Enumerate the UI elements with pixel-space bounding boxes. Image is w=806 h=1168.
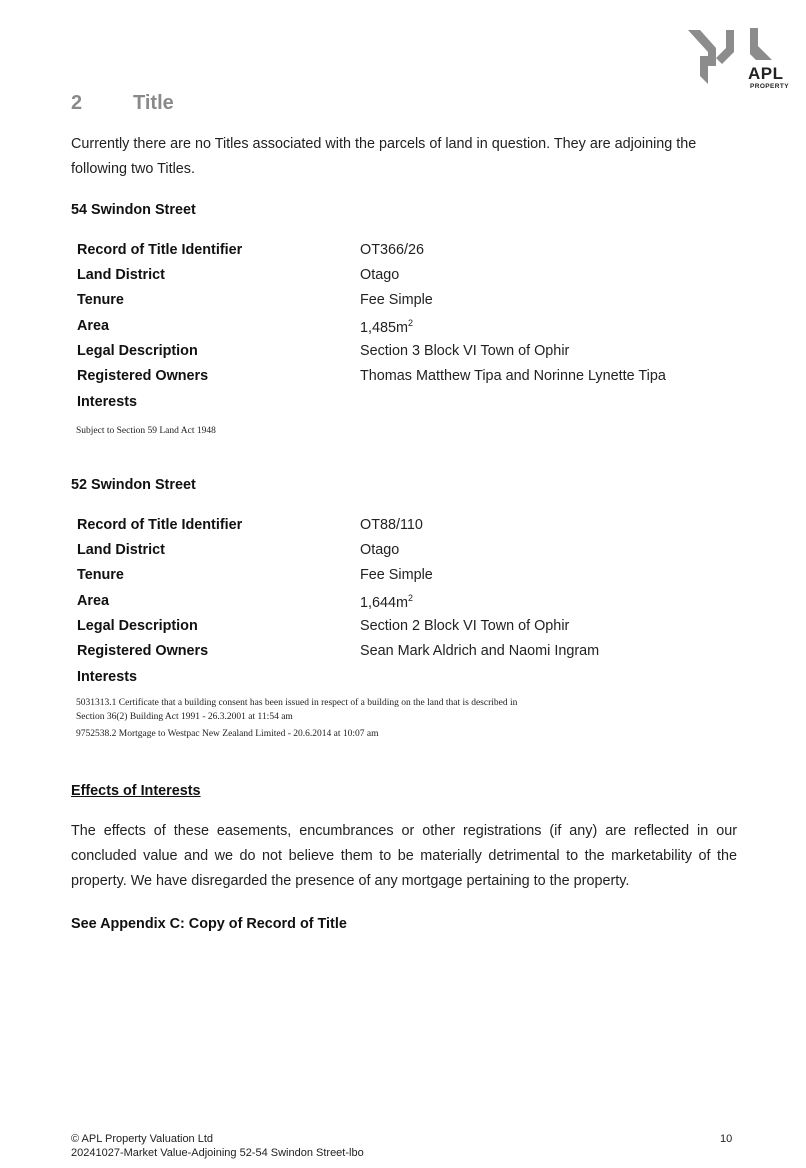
apl-logo	[686, 26, 790, 94]
page-number: 10	[720, 1133, 733, 1145]
label-registered-owners: Registered Owners	[77, 368, 209, 384]
intro-paragraph: Currently there are no Titles associated with the parcels of land in question. They are adjoining the following two Titles.	[71, 136, 697, 178]
value-registered-owners: Thomas Matthew Tipa and Norinne Lynette Tipa	[360, 368, 666, 384]
interests-line: Section 36(2) Building Act 1991 - 26.3.2001 at 11:54 am	[76, 712, 293, 722]
value-area	[360, 593, 413, 611]
logo-sub-text: PROPERTY	[750, 83, 789, 90]
footer-copyright: © APL Property Valuation Ltd	[71, 1133, 214, 1145]
value-land-district: Otago	[360, 542, 400, 558]
interests-line: 5031313.1 Certificate that a building consent has been issued in respect of a building on the land that is described in	[76, 698, 518, 708]
label-legal-description: Legal Description	[77, 618, 198, 634]
value-area	[360, 318, 413, 336]
label-registered-owners: Registered Owners	[77, 643, 209, 659]
area-superscript: 2	[408, 593, 414, 603]
label-record-id: Record of Title Identifier	[77, 517, 243, 533]
value-tenure: Fee Simple	[360, 567, 433, 583]
footer-filename: 20241027-Market Value-Adjoining 52-54 Swindon Street-lbo	[71, 1147, 364, 1159]
interests-line: Subject to Section 59 Land Act 1948	[76, 426, 216, 436]
area-superscript: 2	[408, 318, 414, 328]
value-registered-owners: Sean Mark Aldrich and Naomi Ingram	[360, 643, 600, 659]
value-tenure: Fee Simple	[360, 292, 433, 308]
logo-brand-text: APL	[748, 64, 784, 83]
label-record-id: Record of Title Identifier	[77, 242, 243, 258]
value-record-id: OT88/110	[360, 517, 423, 533]
effects-heading: Effects of Interests	[71, 783, 201, 799]
label-tenure: Tenure	[77, 567, 124, 583]
value-legal-description: Section 2 Block VI Town of Ophir	[360, 618, 570, 634]
section-number: 2	[71, 92, 83, 114]
label-interests: Interests	[77, 669, 137, 685]
label-tenure: Tenure	[77, 292, 124, 308]
label-interests: Interests	[77, 394, 137, 410]
appendix-reference: See Appendix C: Copy of Record of Title	[71, 916, 347, 932]
area-number: 1,485m	[360, 319, 408, 336]
interests-line: 9752538.2 Mortgage to Westpac New Zealand Limited - 20.6.2014 at 10:07 am	[76, 729, 379, 739]
value-legal-description: Section 3 Block VI Town of Ophir	[360, 343, 570, 359]
label-land-district: Land District	[77, 267, 165, 283]
value-land-district: Otago	[360, 267, 400, 283]
label-area: Area	[77, 593, 109, 609]
value-record-id: OT366/26	[360, 242, 424, 258]
area-number: 1,644m	[360, 594, 408, 611]
label-land-district: Land District	[77, 542, 165, 558]
effects-paragraph: The effects of these easements, encumbrances or other registrations (if any) are reflected in our concluded value and we do not believe them to be materially detrimental to the marketability of the property. We have disregarded the presence of any mortgage pertaining to the property.	[71, 823, 737, 890]
title-heading-52: 52 Swindon Street	[71, 477, 196, 493]
label-legal-description: Legal Description	[77, 343, 198, 359]
title-heading-54: 54 Swindon Street	[71, 202, 196, 218]
section-title: Title	[133, 92, 174, 114]
label-area: Area	[77, 318, 109, 334]
